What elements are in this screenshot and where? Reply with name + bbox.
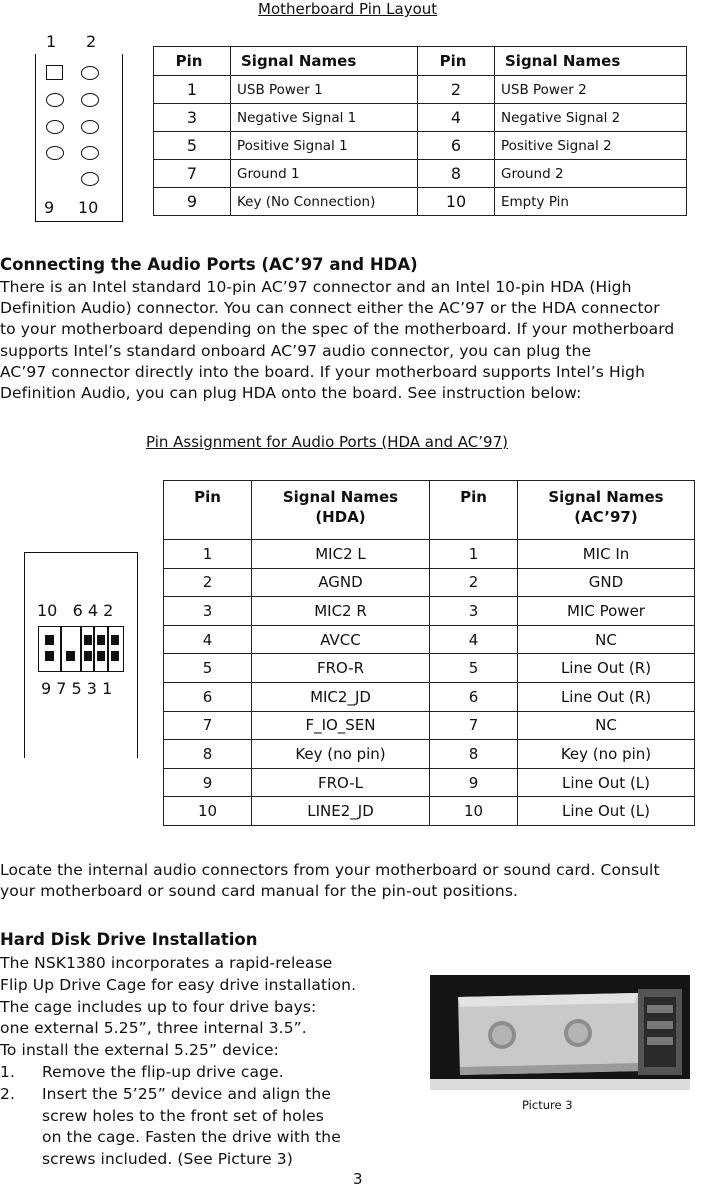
usb-pin-label-2: 2 [86, 32, 97, 51]
usb-pin-hole [46, 120, 64, 134]
cell-pin: 5 [430, 654, 518, 683]
step-line: Insert the 5’25” device and align the [42, 1084, 331, 1103]
usb-pin-label-9: 9 [44, 198, 55, 217]
table-row [164, 568, 695, 597]
table-header-row [164, 481, 695, 540]
picture-caption: Picture 3 [522, 1098, 573, 1112]
cell-signal: Ground 2 [495, 160, 687, 188]
cell-pin: 3 [430, 597, 518, 626]
cell-signal: Line Out (L) [518, 768, 695, 797]
step-number: 1. [0, 1062, 15, 1081]
table-row [164, 740, 695, 769]
table-row [164, 682, 695, 711]
hdd-heading: Hard Disk Drive Installation [0, 930, 258, 949]
paragraph-line: There is an Intel standard 10-pin AC’97 connector and an Intel 10-pin HDA (High [0, 278, 632, 296]
cell-pin: 4 [164, 625, 252, 654]
cell-signal: MIC2 L [252, 540, 430, 569]
cell-pin: 1 [430, 540, 518, 569]
cell-signal: Negative Signal 1 [231, 104, 418, 132]
cell-signal: Ground 1 [231, 160, 418, 188]
cell-pin: 3 [164, 597, 252, 626]
cell-signal: MIC Power [518, 597, 695, 626]
cell-pin: 5 [154, 132, 231, 160]
usb-pin-label-1: 1 [46, 32, 57, 51]
paragraph-line: to your motherboard depending on the spec of the motherboard. If your motherboard [0, 320, 675, 339]
cell-pin: 9 [154, 188, 231, 216]
cell-pin: 7 [154, 160, 231, 188]
paragraph-line: Flip Up Drive Cage for easy drive installation. [0, 975, 357, 994]
cell-signal: Line Out (R) [518, 682, 695, 711]
step-item [0, 1084, 420, 1171]
audio-heading: Connecting the Audio Ports (AC’97 and HDA) [0, 255, 418, 274]
step-line: Remove the flip-up drive cage. [42, 1062, 284, 1081]
step-line: screw holes to the front set of holes [42, 1106, 324, 1125]
paragraph-line: The NSK1380 incorporates a rapid-release [0, 954, 333, 972]
usb-pin-square [46, 65, 63, 80]
step-item [0, 1062, 420, 1084]
paragraph-line: one external 5.25”, three internal 3.5”. [0, 1019, 307, 1038]
col-header-pin: Pin [154, 47, 231, 76]
audio-description [0, 277, 716, 404]
table-row [154, 160, 687, 188]
cell-signal: Empty Pin [495, 188, 687, 216]
cell-signal: Positive Signal 1 [231, 132, 418, 160]
cell-signal: Key (no pin) [518, 740, 695, 769]
paragraph-line: Definition Audio) connector. You can connect either the AC’97 or the HDA connector [0, 299, 660, 318]
cell-pin: 1 [154, 76, 231, 104]
usb-pin-hole [46, 146, 64, 160]
paragraph-line: Locate the internal audio connectors from your motherboard or sound card. Consult [0, 861, 660, 879]
audio-connector-diagram [24, 552, 138, 758]
cell-signal: MIC2 R [252, 597, 430, 626]
paragraph-line: Definition Audio, you can plug HDA onto the board. See instruction below: [0, 384, 582, 403]
cell-pin: 6 [430, 682, 518, 711]
paragraph-line: To install the external 5.25” device: [0, 1041, 279, 1060]
hdd-description [0, 953, 420, 1171]
cell-signal: NC [518, 711, 695, 740]
cell-pin: 3 [154, 104, 231, 132]
paragraph-line: your motherboard or sound card manual for the pin-out positions. [0, 882, 519, 901]
cell-signal: GND [518, 568, 695, 597]
audio-pin-table [163, 480, 695, 826]
cell-pin: 2 [418, 76, 495, 104]
table-row [164, 654, 695, 683]
locate-connectors-text [0, 860, 716, 902]
usb-pin-hole [81, 146, 99, 160]
cell-signal: USB Power 2 [495, 76, 687, 104]
paragraph-line: The cage includes up to four drive bays: [0, 997, 317, 1016]
audio-pin-labels-bottom: 9 7 5 3 1 [41, 679, 113, 698]
cell-pin: 10 [418, 188, 495, 216]
cell-pin: 2 [430, 568, 518, 597]
usb-pin-hole [81, 172, 99, 186]
table-row [154, 104, 687, 132]
paragraph-line: supports Intel’s standard onboard AC’97 audio connector, you can plug the [0, 341, 592, 360]
usb-pin-layout-title: Motherboard Pin Layout [258, 0, 438, 18]
header-text: Signal Names [282, 488, 399, 506]
table-row [154, 188, 687, 216]
table-row [164, 711, 695, 740]
table-row [164, 797, 695, 826]
page-number: 3 [353, 1170, 363, 1188]
cell-pin: 2 [164, 568, 252, 597]
cell-pin: 5 [164, 654, 252, 683]
step-number: 2. [0, 1084, 15, 1103]
col-header-signal: Signal Names [231, 47, 418, 76]
usb-connector-diagram [35, 32, 125, 222]
cell-signal: Positive Signal 2 [495, 132, 687, 160]
cell-signal: AGND [252, 568, 430, 597]
table-row [164, 768, 695, 797]
usb-pin-label-10: 10 [78, 198, 99, 217]
header-text: Pin [460, 488, 487, 506]
cell-signal: Negative Signal 2 [495, 104, 687, 132]
cell-signal: Key (no pin) [252, 740, 430, 769]
cell-signal: MIC2_JD [252, 682, 430, 711]
usb-pin-table [153, 46, 687, 216]
col-header-pin: Pin [418, 47, 495, 76]
step-line: screws included. (See Picture 3) [42, 1150, 293, 1169]
cell-pin: 6 [164, 682, 252, 711]
header-text: (AC’97) [574, 508, 638, 526]
col-header-signal: Signal Names [495, 47, 687, 76]
audio-pin-labels-top: 10 6 4 2 [37, 601, 114, 620]
col-header-pin [430, 481, 518, 540]
header-text: (HDA) [315, 508, 366, 526]
drive-cage-photo [430, 975, 690, 1090]
table-row [164, 625, 695, 654]
table-row [154, 76, 687, 104]
col-header-signal-ac97 [518, 481, 695, 540]
cell-signal: USB Power 1 [231, 76, 418, 104]
col-header-signal-hda [252, 481, 430, 540]
cell-signal: F_IO_SEN [252, 711, 430, 740]
cell-signal: FRO-R [252, 654, 430, 683]
cell-pin: 8 [418, 160, 495, 188]
cell-pin: 4 [418, 104, 495, 132]
cell-signal: Line Out (R) [518, 654, 695, 683]
paragraph-line: AC’97 connector directly into the board. If your motherboard supports Intel’s High [0, 362, 646, 381]
cell-pin: 7 [430, 711, 518, 740]
usb-pin-hole [81, 93, 99, 107]
cell-pin: 4 [430, 625, 518, 654]
table-row [164, 540, 695, 569]
cell-pin: 8 [430, 740, 518, 769]
step-line: on the cage. Fasten the drive with the [42, 1128, 341, 1147]
cell-signal: AVCC [252, 625, 430, 654]
cell-signal: MIC In [518, 540, 695, 569]
col-header-pin [164, 481, 252, 540]
table-row [154, 132, 687, 160]
audio-pin-assignment-title: Pin Assignment for Audio Ports (HDA and AC’97) [146, 433, 508, 451]
cell-pin: 7 [164, 711, 252, 740]
cell-pin: 8 [164, 740, 252, 769]
cell-signal: Key (No Connection) [231, 188, 418, 216]
usb-pin-hole [46, 93, 64, 107]
cell-signal: LINE2_JD [252, 797, 430, 826]
cell-signal: FRO-L [252, 768, 430, 797]
cell-signal: Line Out (L) [518, 797, 695, 826]
header-text: Signal Names [548, 488, 664, 506]
cell-pin: 6 [418, 132, 495, 160]
cell-signal: NC [518, 625, 695, 654]
table-header-row [154, 47, 687, 76]
cell-pin: 10 [164, 797, 252, 826]
usb-pin-hole [81, 66, 99, 80]
header-text: Pin [194, 488, 221, 506]
usb-pin-hole [81, 120, 99, 134]
cell-pin: 10 [430, 797, 518, 826]
cell-pin: 9 [164, 768, 252, 797]
cell-pin: 1 [164, 540, 252, 569]
cell-pin: 9 [430, 768, 518, 797]
table-row [164, 597, 695, 626]
audio-pin-block [38, 626, 124, 672]
